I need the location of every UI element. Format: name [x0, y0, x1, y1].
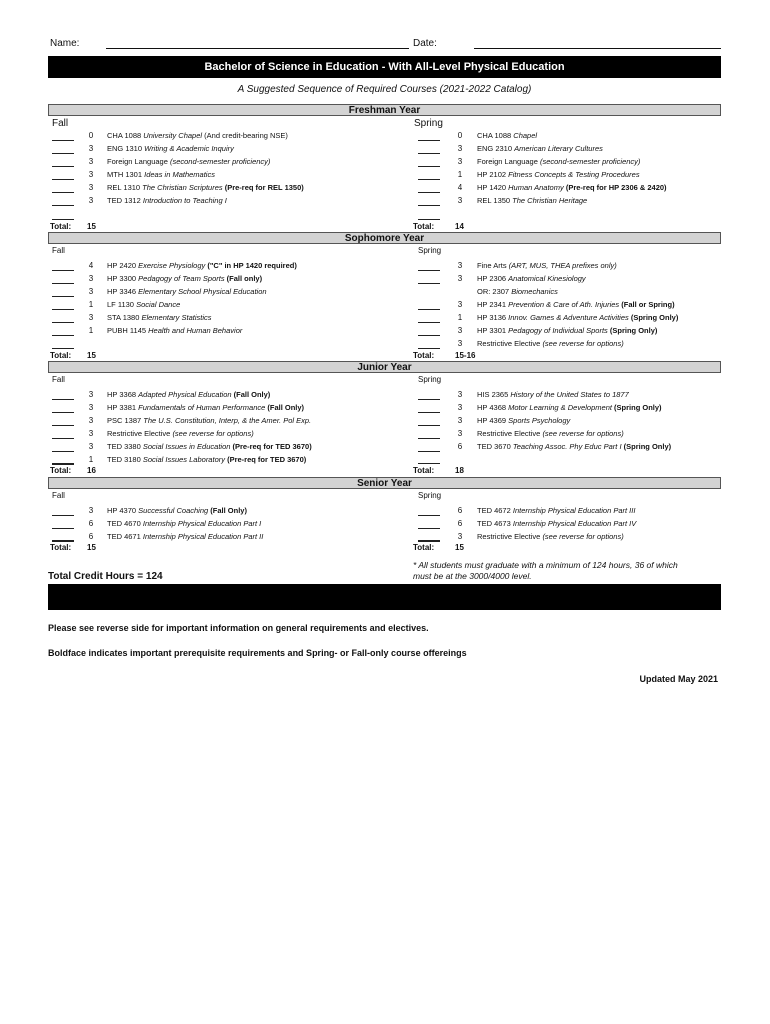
credit-hours: 4 [457, 183, 463, 192]
grade-blank[interactable] [418, 219, 440, 220]
name-label: Name: [50, 38, 80, 49]
spring-total-value: 15-16 [455, 351, 476, 360]
fall-total-value: 15 [87, 222, 96, 231]
grade-blank[interactable] [418, 425, 440, 426]
course-entry: HP 3346 Elementary School Physical Education [107, 287, 267, 296]
date-field[interactable] [474, 48, 721, 49]
grade-blank[interactable] [52, 153, 74, 154]
grade-blank[interactable] [418, 140, 440, 141]
credit-hours: 1 [457, 170, 463, 179]
fall-total-value: 15 [87, 543, 96, 552]
grade-blank[interactable] [52, 515, 74, 516]
course-entry: ENG 2310 American Literary Cultures [477, 144, 603, 153]
grade-blank[interactable] [52, 309, 74, 310]
course-entry: HP 2341 Prevention & Care of Ath. Injuries (Fall or Spring) [477, 300, 675, 309]
grade-blank[interactable] [52, 412, 74, 413]
course-entry: CHA 1088 University Chapel (And credit-bearing NSE) [107, 131, 288, 140]
course-entry: TED 1312 Introduction to Teaching I [107, 196, 227, 205]
course-entry: HP 3300 Pedagogy of Team Sports (Fall only) [107, 274, 263, 283]
grade-blank[interactable] [52, 283, 74, 284]
credit-hours: 3 [88, 157, 94, 166]
course-entry: HP 2306 Anatomical Kinesiology [477, 274, 586, 283]
course-entry: Restrictive Elective (see reverse for options) [107, 429, 254, 438]
course-entry: STA 1380 Elementary Statistics [107, 313, 212, 322]
grade-blank[interactable] [52, 451, 74, 452]
course-entry: TED 4673 Internship Physical Education Part IV [477, 519, 637, 528]
course-entry: ENG 1310 Writing & Academic Inquiry [107, 144, 234, 153]
grade-blank[interactable] [52, 219, 74, 220]
course-entry: Restrictive Elective (see reverse for options) [477, 532, 624, 541]
fall-total-value: 16 [87, 466, 96, 475]
credit-hours: 1 [88, 326, 94, 335]
course-entry: HP 2102 Fitness Concepts & Testing Procedures [477, 170, 640, 179]
degree-title: Bachelor of Science in Education - With All-Level Physical Education [48, 56, 721, 78]
credit-hours: 3 [457, 403, 463, 412]
grade-blank[interactable] [52, 528, 74, 529]
course-entry: Foreign Language (second-semester proficiency) [477, 157, 641, 166]
course-entry: REL 1350 The Christian Heritage [477, 196, 588, 205]
spring-total-label: Total: [413, 222, 435, 231]
grade-blank[interactable] [52, 270, 74, 271]
grade-blank[interactable] [418, 270, 440, 271]
credit-hours: 0 [457, 131, 463, 140]
credit-hours: 3 [457, 261, 463, 270]
catalog-subtitle: A Suggested Sequence of Required Courses (2021-2022 Catalog) [237, 84, 532, 95]
grade-blank[interactable] [418, 322, 440, 323]
grade-blank[interactable] [52, 399, 74, 400]
credit-hours: 1 [88, 300, 94, 309]
grade-blank[interactable] [418, 192, 440, 193]
credit-hours: 0 [88, 131, 94, 140]
spring-total-label: Total: [413, 466, 435, 475]
credit-hours: 3 [457, 416, 463, 425]
course-entry: TED 3380 Social Issues in Education (Pre-req for TED 3670) [107, 442, 312, 451]
spring-label: Spring [418, 375, 442, 384]
credit-hours: 6 [88, 532, 94, 541]
credit-hours: 3 [457, 274, 463, 283]
course-entry: Restrictive Elective (see reverse for options) [477, 339, 624, 348]
year-header: Junior Year [48, 361, 721, 373]
credit-hours: 3 [457, 300, 463, 309]
credit-hours: 3 [88, 506, 94, 515]
course-entry: TED 4672 Internship Physical Education Part III [477, 506, 636, 515]
credit-hours: 3 [88, 403, 94, 412]
fall-label: Fall [52, 375, 65, 384]
grade-blank[interactable] [52, 541, 74, 542]
fall-total-label: Total: [50, 466, 72, 475]
fall-total-label: Total: [50, 543, 72, 552]
course-entry: OR: 2307 Biomechanics [477, 287, 558, 296]
grade-blank[interactable] [418, 515, 440, 516]
credit-hours: 3 [88, 196, 94, 205]
credit-hours: 3 [457, 144, 463, 153]
spring-label: Spring [414, 118, 443, 129]
reverse-side-note: Please see reverse side for important information on general requirements and electives. [48, 623, 429, 633]
course-entry: LF 1130 Social Dance [107, 300, 181, 309]
course-entry: HP 3301 Pedagogy of Individual Sports (Spring Only) [477, 326, 658, 335]
graduation-note-line-2: must be at the 3000/4000 level. [413, 571, 532, 581]
credit-hours: 3 [88, 144, 94, 153]
course-entry: HP 4369 Sports Psychology [477, 416, 571, 425]
grade-blank[interactable] [418, 412, 440, 413]
course-entry: HP 3368 Adapted Physical Education (Fall Only) [107, 390, 271, 399]
course-entry: Restrictive Elective (see reverse for options) [477, 429, 624, 438]
spring-total-label: Total: [413, 351, 435, 360]
grade-blank[interactable] [52, 166, 74, 167]
grade-blank[interactable] [52, 140, 74, 141]
spring-total-value: 18 [455, 466, 464, 475]
credit-hours: 3 [457, 339, 463, 348]
grade-blank[interactable] [52, 192, 74, 193]
spring-total-value: 15 [455, 543, 464, 552]
grade-blank[interactable] [418, 283, 440, 284]
grade-blank[interactable] [418, 153, 440, 154]
credit-hours: 3 [457, 429, 463, 438]
grade-blank[interactable] [52, 335, 74, 336]
grade-blank[interactable] [52, 463, 74, 464]
credit-hours: 3 [88, 287, 94, 296]
course-entry: MTH 1301 Ideas in Mathematics [107, 170, 215, 179]
credit-hours: 3 [88, 313, 94, 322]
course-entry: HP 3136 Innov. Games & Adventure Activities (Spring Only) [477, 313, 679, 322]
course-entry: HIS 2365 History of the United States to 1877 [477, 390, 629, 399]
credit-hours: 3 [88, 416, 94, 425]
fall-label: Fall [52, 491, 65, 500]
credit-hours: 6 [457, 442, 463, 451]
grade-blank[interactable] [418, 205, 440, 206]
course-entry: Foreign Language (second-semester proficiency) [107, 157, 271, 166]
boldface-note: Boldface indicates important prerequisite requirements and Spring- or Fall-only course offereings [48, 648, 467, 658]
credit-hours: 6 [88, 519, 94, 528]
grade-blank[interactable] [418, 335, 440, 336]
year-header: Senior Year [48, 477, 721, 489]
fall-total-label: Total: [50, 222, 72, 231]
credit-hours: 6 [457, 506, 463, 515]
course-entry: Fine Arts (ART, MUS, THEA prefixes only) [477, 261, 617, 270]
grade-blank[interactable] [418, 438, 440, 439]
grade-blank[interactable] [418, 541, 440, 542]
course-entry: HP 4368 Motor Learning & Development (Spring Only) [477, 403, 662, 412]
fall-total-label: Total: [50, 351, 72, 360]
course-entry: CHA 1088 Chapel [477, 131, 538, 140]
credit-hours: 3 [457, 196, 463, 205]
grade-blank[interactable] [52, 438, 74, 439]
credit-hours: 3 [88, 183, 94, 192]
credit-hours: 3 [457, 532, 463, 541]
spring-total-label: Total: [413, 543, 435, 552]
grade-blank[interactable] [52, 464, 74, 465]
course-entry: HP 1420 Human Anatomy (Pre-req for HP 2306 & 2420) [477, 183, 667, 192]
date-label: Date: [413, 38, 437, 49]
credit-hours: 1 [88, 455, 94, 464]
grade-blank[interactable] [52, 425, 74, 426]
course-entry: HP 4370 Successful Coaching (Fall Only) [107, 506, 247, 515]
graduation-note [413, 560, 678, 582]
fall-total-value: 15 [87, 351, 96, 360]
graduation-note-line-1: * All students must graduate with a minimum of 124 hours, 36 of which [413, 560, 678, 570]
course-entry: TED 3180 Social Issues Laboratory (Pre-req for TED 3670) [107, 455, 307, 464]
grade-blank[interactable] [418, 166, 440, 167]
grade-blank[interactable] [418, 348, 440, 349]
course-entry: HP 2420 Exercise Physiology ("C" in HP 1420 required) [107, 261, 297, 270]
grade-blank[interactable] [418, 463, 440, 464]
year-header: Sophomore Year [48, 232, 721, 244]
course-entry: TED 4671 Internship Physical Education Part II [107, 532, 264, 541]
credit-hours: 4 [88, 261, 94, 270]
grade-blank[interactable] [52, 322, 74, 323]
credit-hours: 6 [457, 519, 463, 528]
spring-total-value: 14 [455, 222, 464, 231]
course-entry: PSC 1387 The U.S. Constitution, Interp, & the Amer. Pol Exp. [107, 416, 312, 425]
fall-label: Fall [52, 246, 65, 255]
course-entry: PUBH 1145 Health and Human Behavior [107, 326, 243, 335]
updated-date: Updated May 2021 [639, 674, 718, 684]
grade-blank[interactable] [418, 528, 440, 529]
credit-hours: 3 [88, 170, 94, 179]
credit-hours: 3 [457, 390, 463, 399]
course-entry: REL 1310 The Christian Scriptures (Pre-req for REL 1350) [107, 183, 304, 192]
grade-blank[interactable] [52, 296, 74, 297]
grade-blank[interactable] [52, 179, 74, 180]
credit-hours: 3 [88, 429, 94, 438]
credit-hours: 3 [88, 442, 94, 451]
course-entry: TED 4670 Internship Physical Education Part I [107, 519, 262, 528]
credit-hours: 1 [457, 313, 463, 322]
grade-blank[interactable] [52, 205, 74, 206]
spring-label: Spring [418, 491, 442, 500]
credit-hours: 3 [88, 274, 94, 283]
fall-label: Fall [52, 118, 69, 129]
total-credit-hours: Total Credit Hours = 124 [48, 571, 163, 582]
course-entry: TED 3670 Teaching Assoc. Phy Educ Part I (Spring Only) [477, 442, 672, 451]
credit-hours: 3 [457, 326, 463, 335]
grade-blank[interactable] [418, 179, 440, 180]
black-divider-bar [48, 584, 721, 610]
grade-blank[interactable] [52, 348, 74, 349]
name-field[interactable] [106, 48, 409, 49]
credit-hours: 3 [457, 157, 463, 166]
grade-blank[interactable] [418, 540, 440, 541]
credit-hours: 3 [88, 390, 94, 399]
year-header: Freshman Year [48, 104, 721, 116]
grade-blank[interactable] [418, 309, 440, 310]
grade-blank[interactable] [418, 399, 440, 400]
course-entry: HP 3381 Fundamentals of Human Performance (Fall Only) [107, 403, 305, 412]
grade-blank[interactable] [52, 540, 74, 541]
spring-label: Spring [418, 246, 442, 255]
grade-blank[interactable] [418, 451, 440, 452]
